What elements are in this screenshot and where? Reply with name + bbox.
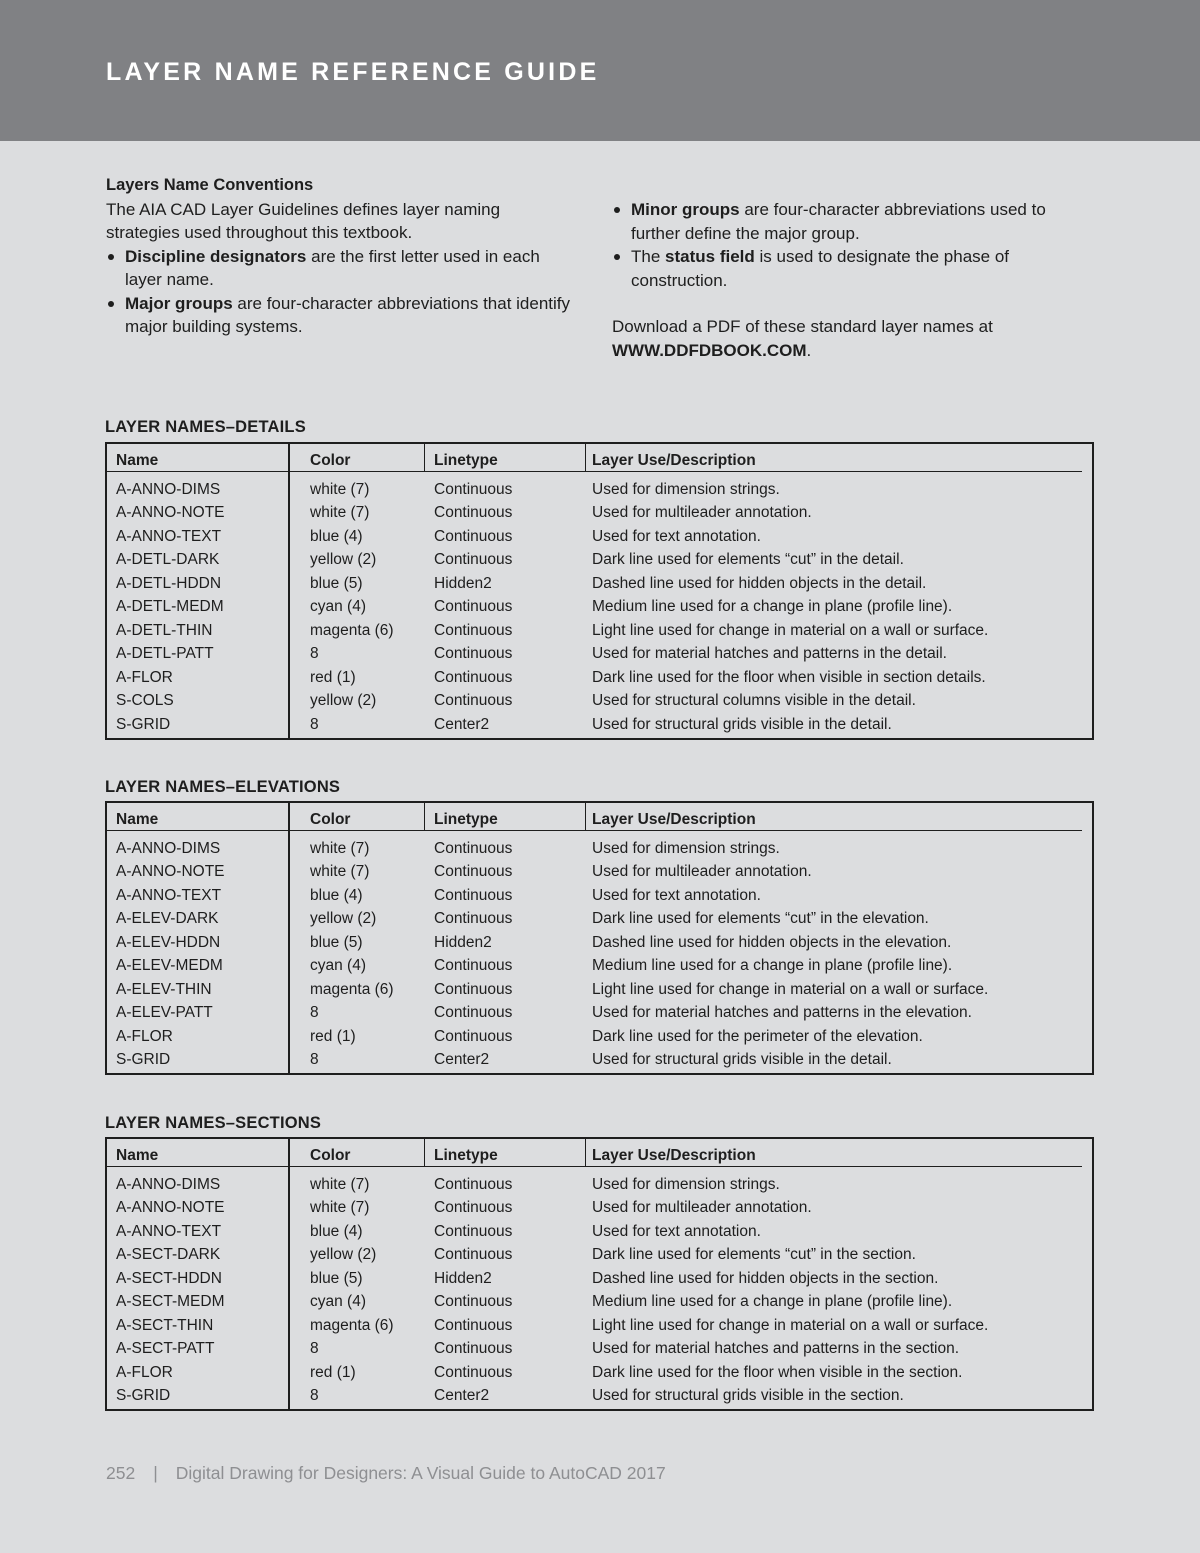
- intro-right-column: [612, 198, 1092, 362]
- cell-name: A-FLOR: [116, 1363, 173, 1381]
- table-row: [107, 502, 1092, 526]
- cell-color: magenta (6): [310, 1316, 394, 1334]
- cell-name: A-DETL-PATT: [116, 645, 214, 663]
- bullet-text: is used to designate the phase of construction.: [631, 247, 1010, 290]
- bullet-discipline-designators: [106, 245, 576, 292]
- bullet-status-field: [612, 245, 1092, 292]
- cell-linetype: Continuous: [434, 598, 513, 616]
- cell-description: Used for dimension strings.: [592, 480, 780, 498]
- table-row: [107, 1002, 1092, 1026]
- header-column-divider: [424, 1139, 425, 1166]
- cell-name: A-SECT-MEDM: [116, 1293, 225, 1311]
- cell-linetype: Continuous: [434, 1363, 513, 1381]
- cell-color: 8: [310, 1387, 319, 1405]
- cell-linetype: Hidden2: [434, 574, 492, 592]
- cell-description: Used for structural grids visible in the detail.: [592, 715, 892, 733]
- cell-name: A-DETL-MEDM: [116, 598, 224, 616]
- cell-color: white (7): [310, 504, 370, 522]
- cell-name: S-GRID: [116, 1051, 171, 1069]
- table-row: [107, 572, 1092, 596]
- cell-description: Used for multileader annotation.: [592, 504, 812, 522]
- bullet-text: are the first letter used in each layer name.: [125, 246, 540, 289]
- cell-linetype: Center2: [434, 715, 490, 733]
- cell-color: 8: [310, 1004, 319, 1022]
- column-header-linetype: Linetype: [434, 811, 498, 828]
- cell-linetype: Continuous: [434, 668, 513, 686]
- cell-linetype: Continuous: [434, 886, 513, 904]
- cell-description: Used for structural grids visible in the detail.: [592, 1051, 892, 1069]
- cell-description: Used for material hatches and patterns in the detail.: [592, 645, 947, 663]
- bullet-minor-groups: [612, 198, 1092, 245]
- bullet-text: are four-character abbreviations used to further define the major group.: [631, 200, 1046, 243]
- cell-name: A-ELEV-DARK: [116, 910, 219, 928]
- table-row: [107, 1361, 1092, 1385]
- table-row: [107, 643, 1092, 667]
- cell-color: 8: [310, 1051, 319, 1069]
- column-header-linetype: Linetype: [434, 452, 498, 469]
- cell-description: Dark line used for the floor when visible in section details.: [592, 668, 986, 686]
- cell-name: A-ANNO-TEXT: [116, 886, 222, 904]
- cell-linetype: Continuous: [434, 645, 513, 663]
- cell-color: yellow (2): [310, 692, 377, 710]
- column-header-color: Color: [310, 452, 351, 469]
- sections-table-title: LAYER NAMES–SECTIONS: [105, 1114, 322, 1132]
- cell-name: A-SECT-THIN: [116, 1316, 214, 1334]
- table-row: [107, 908, 1092, 932]
- cell-color: white (7): [310, 480, 370, 498]
- cell-description: Dark line used for elements “cut” in the section.: [592, 1246, 916, 1264]
- cell-linetype: Continuous: [434, 839, 513, 857]
- table-row: [107, 1220, 1092, 1244]
- cell-description: Used for text annotation.: [592, 1222, 761, 1240]
- cell-linetype: Continuous: [434, 957, 513, 975]
- table-row: [107, 884, 1092, 908]
- cell-linetype: Continuous: [434, 480, 513, 498]
- cell-linetype: Continuous: [434, 527, 513, 545]
- cell-description: Used for text annotation.: [592, 886, 761, 904]
- table-body: [107, 1167, 1092, 1409]
- cell-color: magenta (6): [310, 980, 394, 998]
- cell-description: Dark line used for elements “cut” in the elevation.: [592, 910, 929, 928]
- cell-color: 8: [310, 645, 319, 663]
- cell-name: A-SECT-PATT: [116, 1340, 215, 1358]
- cell-name: A-DETL-DARK: [116, 551, 220, 569]
- cell-description: Used for multileader annotation.: [592, 863, 812, 881]
- column-header-name: Name: [116, 1147, 159, 1164]
- cell-name: A-ANNO-NOTE: [116, 1199, 225, 1217]
- header-column-divider: [424, 444, 425, 471]
- cell-name: A-ANNO-TEXT: [116, 1222, 222, 1240]
- cell-name: A-ANNO-NOTE: [116, 504, 225, 522]
- cell-color: cyan (4): [310, 1293, 366, 1311]
- cell-name: A-ANNO-TEXT: [116, 527, 222, 545]
- cell-description: Used for dimension strings.: [592, 839, 780, 857]
- cell-name: A-DETL-HDDN: [116, 574, 222, 592]
- sections-table: [105, 1137, 1094, 1411]
- table-header-row: [107, 1139, 1082, 1167]
- footer-separator: |: [153, 1463, 158, 1483]
- cell-name: A-ELEV-HDDN: [116, 933, 221, 951]
- cell-description: Medium line used for a change in plane (profile line).: [592, 598, 953, 616]
- cell-description: Used for material hatches and patterns in the section.: [592, 1340, 960, 1358]
- intro-paragraph: The AIA CAD Layer Guidelines defines layer naming strategies used throughout this textbook.: [106, 199, 501, 242]
- cell-linetype: Continuous: [434, 1175, 513, 1193]
- elevations-table-title: LAYER NAMES–ELEVATIONS: [105, 778, 341, 796]
- column-header-color: Color: [310, 1147, 351, 1164]
- cell-color: blue (5): [310, 933, 363, 951]
- cell-linetype: Continuous: [434, 910, 513, 928]
- column-header-name: Name: [116, 811, 159, 828]
- column-header-name: Name: [116, 452, 159, 469]
- download-prefix: Download a PDF of these standard layer names at: [612, 317, 993, 336]
- cell-name: S-GRID: [116, 1387, 171, 1405]
- cell-linetype: Continuous: [434, 551, 513, 569]
- cell-name: A-SECT-HDDN: [116, 1269, 222, 1287]
- cell-color: red (1): [310, 1027, 356, 1045]
- intro-heading: Layers Name Conventions: [106, 176, 314, 194]
- cell-color: blue (4): [310, 886, 363, 904]
- cell-linetype: Continuous: [434, 863, 513, 881]
- table-row: [107, 837, 1092, 861]
- cell-name: A-FLOR: [116, 1027, 173, 1045]
- table-row: [107, 1314, 1092, 1338]
- cell-linetype: Hidden2: [434, 933, 492, 951]
- cell-description: Medium line used for a change in plane (profile line).: [592, 957, 953, 975]
- bullet-term: Major groups: [125, 293, 233, 313]
- cell-color: white (7): [310, 863, 370, 881]
- cell-description: Medium line used for a change in plane (profile line).: [592, 1293, 953, 1311]
- table-row: [107, 478, 1092, 502]
- cell-name: S-GRID: [116, 715, 171, 733]
- column-header-description: Layer Use/Description: [592, 1147, 756, 1164]
- cell-name: A-DETL-THIN: [116, 621, 213, 639]
- intro-left-column: [106, 174, 576, 339]
- cell-description: Dark line used for the perimeter of the elevation.: [592, 1027, 923, 1045]
- cell-linetype: Continuous: [434, 1222, 513, 1240]
- cell-linetype: Hidden2: [434, 1269, 492, 1287]
- table-row: [107, 1385, 1092, 1409]
- download-suffix: .: [806, 340, 812, 360]
- header-column-divider: [585, 444, 586, 471]
- table-row: [107, 713, 1092, 737]
- cell-linetype: Continuous: [434, 980, 513, 998]
- column-header-color: Color: [310, 811, 351, 828]
- table-row: [107, 1049, 1092, 1073]
- elevations-table: [105, 801, 1094, 1075]
- cell-description: Used for material hatches and patterns in the elevation.: [592, 1004, 972, 1022]
- cell-linetype: Continuous: [434, 621, 513, 639]
- cell-color: blue (4): [310, 527, 363, 545]
- cell-color: cyan (4): [310, 598, 366, 616]
- bullet-term: Discipline designators: [125, 246, 307, 266]
- book-title: Digital Drawing for Designers: A Visual Guide to AutoCAD 2017: [175, 1463, 666, 1483]
- table-row: [107, 1173, 1092, 1197]
- bullet-term: status field: [665, 247, 755, 266]
- cell-description: Used for text annotation.: [592, 527, 761, 545]
- cell-color: blue (4): [310, 1222, 363, 1240]
- cell-linetype: Continuous: [434, 1340, 513, 1358]
- header-column-divider: [585, 1139, 586, 1166]
- cell-color: yellow (2): [310, 910, 377, 928]
- bullet-text: are four-character abbreviations that identify major building systems.: [125, 293, 571, 336]
- details-table-title: LAYER NAMES–DETAILS: [105, 418, 306, 436]
- cell-name: A-ANNO-DIMS: [116, 1175, 221, 1193]
- table-row: [107, 549, 1092, 573]
- header-banner: [0, 0, 1200, 141]
- cell-description: Used for multileader annotation.: [592, 1199, 812, 1217]
- intro-bullet-list-left: [106, 245, 576, 339]
- cell-linetype: Center2: [434, 1387, 490, 1405]
- column-header-linetype: Linetype: [434, 1147, 498, 1164]
- page-number: 252: [106, 1463, 136, 1483]
- table-row: [107, 666, 1092, 690]
- page-title: LAYER NAME REFERENCE GUIDE: [106, 58, 600, 86]
- cell-linetype: Continuous: [434, 1293, 513, 1311]
- cell-description: Used for dimension strings.: [592, 1175, 780, 1193]
- details-table: [105, 442, 1094, 740]
- table-row: [107, 525, 1092, 549]
- cell-description: Dashed line used for hidden objects in the elevation.: [592, 933, 952, 951]
- cell-color: cyan (4): [310, 957, 366, 975]
- cell-description: Used for structural grids visible in the section.: [592, 1387, 904, 1405]
- table-header-row: [107, 444, 1082, 472]
- download-link[interactable]: WWW.DDFDBOOK.COM: [612, 340, 807, 360]
- cell-name: A-ELEV-THIN: [116, 980, 212, 998]
- column-header-description: Layer Use/Description: [592, 811, 756, 828]
- cell-color: 8: [310, 715, 319, 733]
- column-header-description: Layer Use/Description: [592, 452, 756, 469]
- intro-bullet-list-right: [612, 198, 1092, 292]
- header-column-divider: [585, 803, 586, 830]
- bullet-major-groups: [106, 292, 576, 339]
- cell-color: blue (5): [310, 574, 363, 592]
- cell-color: white (7): [310, 839, 370, 857]
- cell-description: Light line used for change in material on a wall or surface.: [592, 1316, 989, 1334]
- table-row: [107, 1025, 1092, 1049]
- table-row: [107, 619, 1092, 643]
- cell-description: Dashed line used for hidden objects in the section.: [592, 1269, 939, 1287]
- cell-color: yellow (2): [310, 1246, 377, 1264]
- cell-name: A-ANNO-NOTE: [116, 863, 225, 881]
- bullet-lead: The: [631, 247, 666, 266]
- table-row: [107, 931, 1092, 955]
- cell-linetype: Continuous: [434, 1246, 513, 1264]
- cell-description: Used for structural columns visible in the detail.: [592, 692, 916, 710]
- bullet-term: Minor groups: [631, 200, 740, 219]
- table-row: [107, 596, 1092, 620]
- cell-color: blue (5): [310, 1269, 363, 1287]
- cell-color: yellow (2): [310, 551, 377, 569]
- cell-name: A-ELEV-PATT: [116, 1004, 213, 1022]
- table-row: [107, 690, 1092, 714]
- download-note: [612, 315, 1092, 362]
- cell-name: A-ELEV-MEDM: [116, 957, 223, 975]
- table-row: [107, 1267, 1092, 1291]
- header-column-divider: [424, 803, 425, 830]
- cell-color: white (7): [310, 1199, 370, 1217]
- cell-color: 8: [310, 1340, 319, 1358]
- table-row: [107, 955, 1092, 979]
- table-header-row: [107, 803, 1082, 831]
- cell-name: A-SECT-DARK: [116, 1246, 221, 1264]
- cell-description: Dark line used for elements “cut” in the detail.: [592, 551, 904, 569]
- cell-name: A-ANNO-DIMS: [116, 839, 221, 857]
- table-row: [107, 861, 1092, 885]
- cell-linetype: Continuous: [434, 1199, 513, 1217]
- cell-color: red (1): [310, 668, 356, 686]
- cell-color: magenta (6): [310, 621, 394, 639]
- cell-color: red (1): [310, 1363, 356, 1381]
- cell-description: Light line used for change in material on a wall or surface.: [592, 621, 989, 639]
- table-body: [107, 472, 1092, 738]
- table-body: [107, 831, 1092, 1073]
- table-row: [107, 978, 1092, 1002]
- table-row: [107, 1197, 1092, 1221]
- cell-description: Dark line used for the floor when visible in the section.: [592, 1363, 963, 1381]
- cell-name: S-COLS: [116, 692, 174, 710]
- cell-linetype: Continuous: [434, 1316, 513, 1334]
- cell-name: A-ANNO-DIMS: [116, 480, 221, 498]
- table-row: [107, 1291, 1092, 1315]
- cell-linetype: Continuous: [434, 692, 513, 710]
- cell-description: Dashed line used for hidden objects in the detail.: [592, 574, 927, 592]
- cell-linetype: Continuous: [434, 1027, 513, 1045]
- cell-linetype: Center2: [434, 1051, 490, 1069]
- cell-name: A-FLOR: [116, 668, 173, 686]
- cell-linetype: Continuous: [434, 1004, 513, 1022]
- cell-color: white (7): [310, 1175, 370, 1193]
- page-footer: [106, 1463, 666, 1484]
- table-row: [107, 1338, 1092, 1362]
- cell-linetype: Continuous: [434, 504, 513, 522]
- cell-description: Light line used for change in material on a wall or surface.: [592, 980, 989, 998]
- table-row: [107, 1244, 1092, 1268]
